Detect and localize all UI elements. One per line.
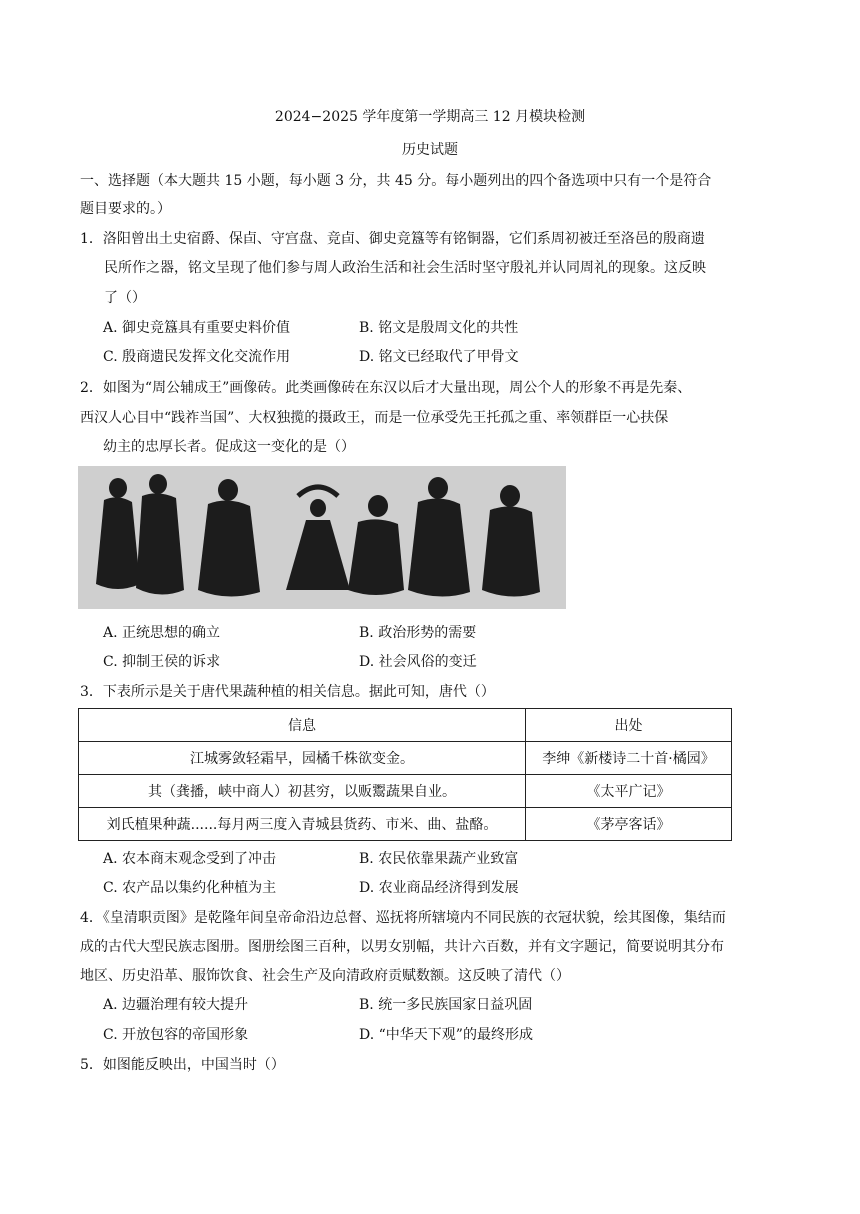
- q4-option-d: D. “中华天下观”的最终形成: [359, 1027, 533, 1043]
- q2-option-d: D. 社会风俗的变迁: [359, 654, 477, 670]
- q3-option-d: D. 农业商品经济得到发展: [359, 880, 519, 896]
- q4-stem-line3: 地区、历史沿革、服饰饮食、社会生产及向清政府贡赋数额。这反映了清代（）: [80, 968, 570, 984]
- table-cell-source: 《太平广记》: [526, 775, 732, 808]
- q1-option-c: C. 殷商遗民发挥文化交流作用: [103, 349, 291, 365]
- section-instructions-line2: 题目要求的。）: [80, 201, 171, 217]
- q3-option-c: C. 农产品以集约化种植为主: [103, 880, 277, 896]
- table-cell-info: 其（龚播，峡中商人）初甚穷，以贩鬻蔬果自业。: [79, 775, 526, 808]
- q1-option-b: B. 铭文是殷周文化的共性: [359, 320, 519, 336]
- q2-option-b: B. 政治形势的需要: [359, 625, 477, 641]
- section-instructions-line1: 一、选择题（本大题共 15 小题，每小题 3 分，共 45 分。每小题列出的四个备选项中只有一个是符合: [80, 173, 712, 189]
- q2-stem-line3: 幼主的忠厚长者。促成这一变化的是（）: [103, 439, 355, 455]
- duke-zhou-relief-image: [78, 466, 566, 609]
- q2-stem-line2: 西汉人心目中“践祚当国”、大权独揽的摄政王，而是一位承受先王托孤之重、率领群臣一心扶保: [80, 410, 669, 426]
- q1-option-a: A. 御史竞簋具有重要史料价值: [103, 320, 291, 336]
- table-row: [79, 808, 732, 841]
- table-cell-source: 李绅《新楼诗二十首·橘园》: [526, 742, 732, 775]
- table-row: [79, 742, 732, 775]
- q4-stem-line1: 4．《皇清职贡图》是乾隆年间皇帝命沿边总督、巡抚将所辖境内不同民族的衣冠状貌，绘其图像，集结而: [80, 910, 726, 926]
- q4-option-b: B. 统一多民族国家日益巩固: [359, 997, 533, 1013]
- q2-option-a: A. 正统思想的确立: [103, 625, 221, 641]
- q5-stem: 5．如图能反映出，中国当时（）: [80, 1057, 285, 1073]
- table-row: [79, 775, 732, 808]
- q4-option-c: C. 开放包容的帝国形象: [103, 1027, 249, 1043]
- table-cell-source: 《茅亭客话》: [526, 808, 732, 841]
- q4-stem-line2: 成的古代大型民族志图册。图册绘图三百种，以男女别幅，共计六百数，并有文字题记，简要说明其分布: [80, 939, 724, 955]
- q3-stem: 3．下表所示是关于唐代果蔬种植的相关信息。据此可知，唐代（）: [80, 684, 495, 700]
- q2-option-c: C. 抑制王侯的诉求: [103, 654, 221, 670]
- table-header-row: [79, 709, 732, 742]
- q1-stem-line2: 民所作之器，铭文呈现了他们参与周人政治生活和社会生活时坚守殷礼并认同周礼的现象。这反映: [104, 260, 706, 276]
- table-cell-info: 刘氏植果种蔬......每月两三度入青城县货药、市米、曲、盐酪。: [79, 808, 526, 841]
- table-header-source: 出处: [526, 709, 732, 742]
- q1-option-d: D. 铭文已经取代了甲骨文: [359, 349, 519, 365]
- fruit-vegetable-info-table: [78, 708, 732, 841]
- q3-option-b: B. 农民依靠果蔬产业致富: [359, 851, 519, 867]
- q1-stem-line3: 了（）: [104, 290, 146, 306]
- q3-option-a: A. 农本商末观念受到了冲击: [103, 851, 277, 867]
- exam-title: 2024−2025 学年度第一学期高三 12 月模块检测: [274, 109, 586, 125]
- q2-stem-line1: 2．如图为“周公辅成王”画像砖。此类画像砖在东汉以后才大量出现，周公个人的形象不再是先秦、: [80, 380, 692, 396]
- q4-option-a: A. 边疆治理有较大提升: [103, 997, 249, 1013]
- table-cell-info: 江城雾敛轻霜早，园橘千株欲变金。: [79, 742, 526, 775]
- relief-figures-illustration: [78, 466, 566, 609]
- subject-title: 历史试题: [402, 142, 458, 158]
- table-header-info: 信息: [79, 709, 526, 742]
- q1-stem-line1: 1．洛阳曾出土史宿爵、保卣、守宫盘、竞卣、御史竞簋等有铭铜器，它们系周初被迁至洛邑的殷商遗: [80, 231, 705, 247]
